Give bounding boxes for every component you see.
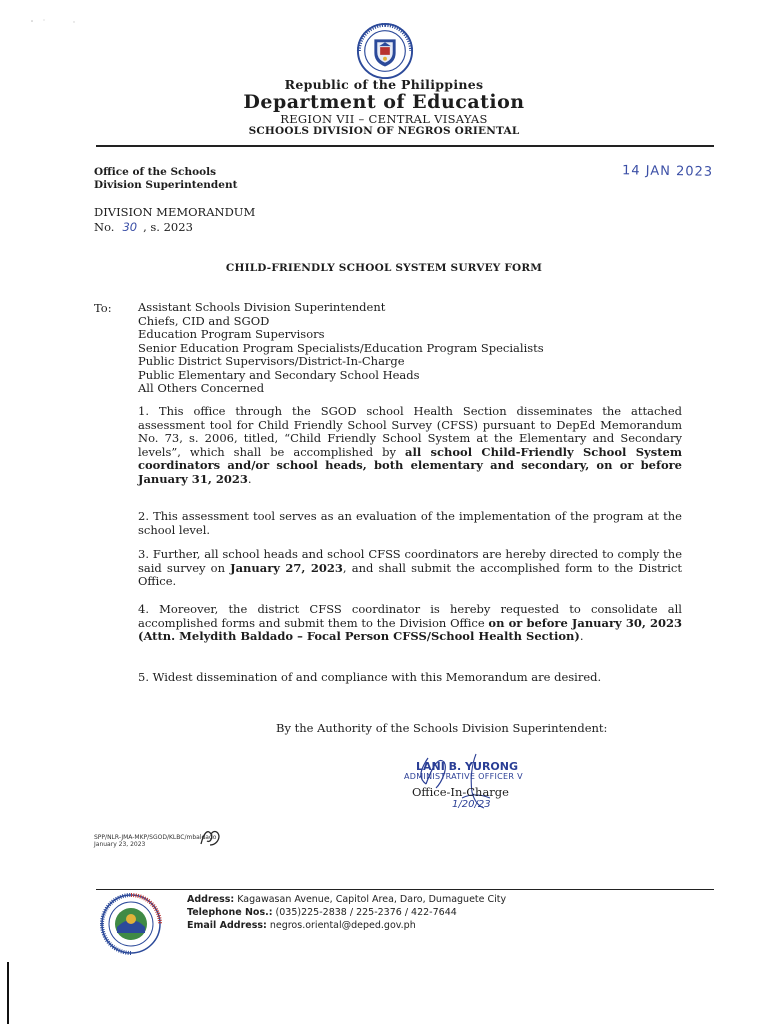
address-label: Address: [187, 894, 235, 905]
recipient-item: Senior Education Program Specialists/Education Program Specialists [138, 340, 544, 355]
office-line-2: Division Superintendent [94, 179, 238, 191]
recipient-item: Public Elementary and Secondary School Heads [138, 367, 420, 382]
paragraph-2: 2. This assessment tool serves as an evaluation of the implementation of the program at the school level. [138, 509, 682, 537]
memo-series: , s. 2023 [143, 220, 193, 234]
memo-number-line [94, 220, 255, 235]
signatory-role: Office-In-Charge [412, 785, 509, 799]
scan-edge-line [7, 962, 9, 1024]
signatory-name: LANI B. YURONG [416, 760, 518, 773]
office-block [94, 166, 237, 192]
date-stamp: 14 JAN 2023 [621, 163, 714, 180]
recipient-item: Education Program Supervisors [138, 327, 325, 341]
p1-emphasis: all school Child-Friendly School System coordinators and/or school heads, both elementary and secondary, on or before January 31, 2023 [138, 444, 682, 486]
memo-block [94, 205, 255, 235]
deped-seal-icon [356, 22, 414, 80]
footer-divider [96, 889, 714, 890]
scan-specks [28, 16, 88, 26]
department-heading: Department of Education [243, 91, 525, 113]
p3-emphasis: January 27, 2023 [230, 560, 343, 575]
recipient-item: All Others Concerned [138, 381, 265, 395]
p3-end: , and shall submit the accomplished form to the District Office. [138, 560, 682, 588]
phone-label: Telephone Nos.: [187, 907, 273, 918]
reference-line-2: January 23, 2023 [94, 841, 146, 848]
office-line-1: Office of the Schools [94, 166, 216, 178]
schools-division-seal-icon [100, 893, 162, 955]
p1-end: . [247, 471, 252, 486]
authority-line: By the Authority of the Schools Division Superintendent: [276, 721, 608, 735]
paragraph-1 [138, 405, 682, 486]
republic-heading: Republic of the Philippines [284, 77, 484, 92]
initials-scribble-icon [198, 826, 222, 848]
address-line [187, 893, 506, 906]
footer-contact [187, 893, 506, 932]
header-divider [96, 145, 714, 147]
memo-number: 30 [122, 220, 138, 234]
email-value: negros.oriental@deped.gov.ph [269, 920, 416, 931]
p4-text: 4. Moreover, the district CFSS coordinator is hereby requested to consolidate all accomplished forms and submit them to the Division Office [138, 602, 682, 630]
p4-emphasis: on or before January 30, 2023 (Attn. Melydith Baldado – Focal Person CFSS/School Health Section) [138, 615, 683, 643]
paragraph-4 [138, 603, 682, 644]
reference-line-1: SPP/NLR-JMA-MKP/SGOD/KLBC/mbaldado [94, 834, 217, 841]
region-heading: REGION VII – CENTRAL VISAYAS [280, 112, 488, 126]
email-line [187, 919, 506, 932]
division-heading: SCHOOLS DIVISION OF NEGROS ORIENTAL [248, 125, 520, 137]
recipient-item: Public District Supervisors/District-In-Charge [138, 354, 405, 368]
memo-type: DIVISION MEMORANDUM [94, 205, 256, 219]
recipient-item: Chiefs, CID and SGOD [138, 313, 270, 328]
recipient-item: Assistant Schools Division Superintendent [138, 300, 386, 314]
paragraph-3 [138, 548, 682, 589]
signatory-position: ADMINISTRATIVE OFFICER V [404, 772, 523, 781]
memo-title: CHILD-FRIENDLY SCHOOL SYSTEM SURVEY FORM [225, 262, 543, 274]
signatory-initial-date: 1/20/23 [452, 799, 491, 810]
p3-text: 3. Further, all school heads and school CFSS coordinators are hereby directed to comply the said survey on [138, 547, 682, 575]
email-label: Email Address: [187, 920, 267, 931]
to-label: To: [94, 301, 112, 315]
p1-text: 1. This office through the SGOD school Health Section disseminates the attached assessment tool for Child Friendly School Survey (CFSS) pursuant to DepEd Memorandum No. 73, s. 2006, titled, “Child Friendly School System at the Elementary and Secondary levels”, which shall be accomplished by [138, 404, 682, 459]
memo-no-label: No. [94, 220, 115, 234]
paragraph-5: 5. Widest dissemination of and compliance with this Memorandum are desired. [138, 670, 602, 684]
p4-end: . [579, 629, 584, 643]
address-value: Kagawasan Avenue, Capitol Area, Daro, Dumaguete City [237, 894, 507, 905]
phone-line [187, 906, 506, 919]
recipient-list [138, 301, 544, 396]
phone-value: (035)225-2838 / 225-2376 / 422-7644 [275, 907, 457, 918]
